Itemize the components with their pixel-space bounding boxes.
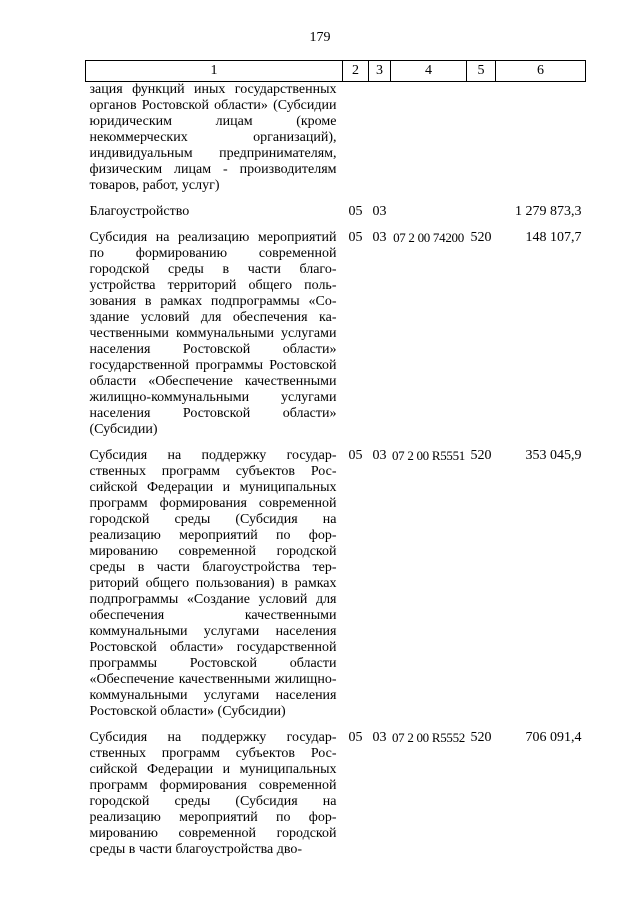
- row-amount: 148 107,7: [525, 230, 582, 245]
- column-header-expense-type: 5: [467, 61, 496, 82]
- row-section: 05: [348, 730, 363, 745]
- column-header-name: 1: [86, 61, 343, 82]
- row-amount: 706 091,4: [525, 730, 582, 745]
- row-target-article: 07 2 00 R5552: [391, 730, 466, 745]
- column-header-section: 2: [343, 61, 369, 82]
- table-header: [86, 61, 586, 82]
- row-name: Субсидия на поддержку государственных программ субъектов Российской Федерации и муниципальных программ формирования современной городской среды (Субсидия на реализацию мероприятий по формированию современной городской среды в части благоустройства территорий общего пользования) в рамках подпрограммы «Создание условий для обеспечения качественными коммунальными услугами населения Ростовской области» государственной программы Ростовской области «Обеспечение качественными жилищно-коммунальными услугами населения Ростовской области» (Субсидии): [89, 448, 337, 719]
- row-expense-type: [467, 82, 496, 195]
- row-section: [343, 82, 369, 195]
- table-row: [86, 220, 586, 438]
- row-expense-type: 520: [470, 730, 492, 745]
- row-expense-type: [467, 194, 496, 220]
- column-header-amount: 6: [496, 61, 586, 82]
- row-name: Субсидия на поддержку государственных программ субъектов Российской Федерации и муниципальных программ формирования современной городской среды (Субсидия на реализацию мероприятий по формированию современной городской среды в части благоустройства дво-: [89, 730, 337, 857]
- row-expense-type: 520: [470, 448, 492, 463]
- row-target-article: 07 2 00 74200: [393, 230, 464, 245]
- page-number: 179: [309, 30, 331, 45]
- table-row: [86, 720, 586, 858]
- row-section: 05: [348, 204, 363, 219]
- row-target-article: 07 2 00 R5551: [391, 448, 466, 463]
- row-name: Благоустройство: [89, 204, 190, 219]
- row-subsection: 03: [372, 204, 387, 219]
- column-header-target-article: 4: [391, 61, 467, 82]
- row-name: зация функций иных государственных органов Ростовской области» (Субсидии юридическим лицам (кроме некоммерческих организаций), индивидуальным предпринимателям, физическим лицам - производителям товаров, работ, услуг): [89, 82, 337, 193]
- row-amount: 353 045,9: [525, 448, 582, 463]
- row-expense-type: 520: [470, 230, 492, 245]
- row-subsection: 03: [372, 448, 387, 463]
- table-row: [86, 438, 586, 720]
- row-name: Субсидия на реализацию мероприятий по формированию современной городской среды в части благоустройства территорий общего пользования в рамках подпрограммы «Создание условий для обеспечения качественными коммунальными услугами населения Ростовской области» государственной программы Ростовской области «Обеспечение качественными жилищно-коммунальными услугами населения Ростовской области» (Субсидии): [89, 230, 337, 437]
- row-subsection: 03: [372, 730, 387, 745]
- row-target-article: [391, 82, 467, 195]
- column-header-subsection: 3: [369, 61, 391, 82]
- row-section: 05: [348, 448, 363, 463]
- row-subsection: 03: [372, 230, 387, 245]
- table-row: [86, 194, 586, 220]
- row-target-article: [391, 194, 467, 220]
- budget-table: [85, 60, 586, 858]
- row-subsection: [369, 82, 391, 195]
- table-row: [86, 82, 586, 195]
- row-section: 05: [348, 230, 363, 245]
- row-amount: 1 279 873,3: [515, 204, 582, 219]
- row-amount: [496, 82, 586, 195]
